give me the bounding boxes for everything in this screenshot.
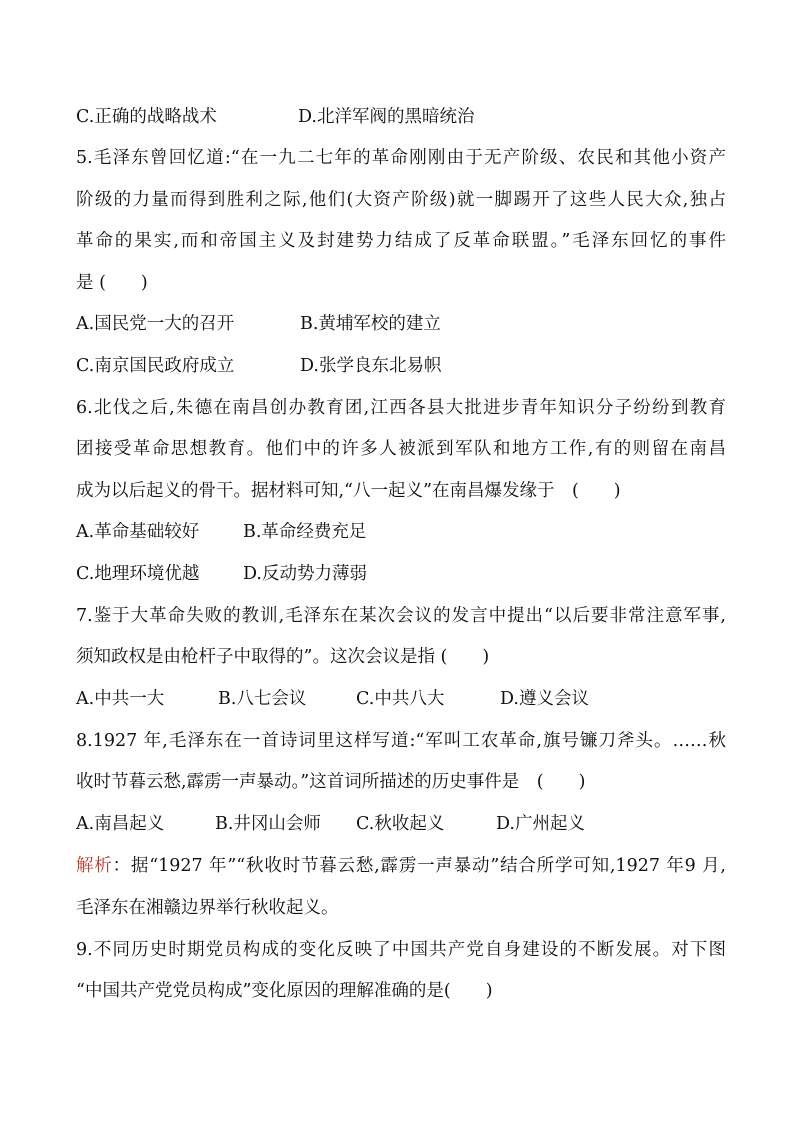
q7-option-a: A.中共一大 xyxy=(76,689,165,709)
q8-stem-line-1: 8.1927 年,毛泽东在一首诗词里这样写道:“军叫工农革命,旗号镰刀斧头。……秋 xyxy=(76,731,726,751)
q7-option-b: B.八七会议 xyxy=(218,689,307,709)
q8-analysis-line-2: 毛泽东在湘赣边界举行秋收起义。 xyxy=(76,898,339,918)
q5-option-b: B.黄埔军校的建立 xyxy=(300,314,441,334)
q6-stem-line-2: 团接受革命思想教育。他们中的许多人被派到军队和地方工作,有的则留在南昌 xyxy=(76,439,726,459)
q7-stem-line-2: 须知政权是由枪杆子中取得的”。这次会议是指 ( ) xyxy=(76,647,490,667)
q6-option-c: C.地理环境优越 xyxy=(76,564,200,584)
q5-option-a: A.国民党一大的召开 xyxy=(76,314,235,334)
q8-option-b: B.井冈山会师 xyxy=(215,814,321,834)
q5-stem-line-1: 5.毛泽东曾回忆道:“在一九二七年的革命刚刚由于无产阶级、农民和其他小资产 xyxy=(76,148,726,168)
q6-stem-line-3: 成为以后起义的骨干。据材料可知,“八一起义”在南昌爆发缘于 ( ) xyxy=(76,481,621,501)
q6-option-d: D.反动势力薄弱 xyxy=(243,564,367,584)
q5-option-d: D.张学良东北易帜 xyxy=(300,356,442,376)
q8-option-c: C.秋收起义 xyxy=(356,814,445,834)
q4-option-c: C.正确的战略战术 xyxy=(76,107,217,127)
q7-option-d: D.遵义会议 xyxy=(500,689,589,709)
q5-option-c: C.南京国民政府成立 xyxy=(76,356,235,376)
q4-option-d: D.北洋军阀的黑暗统治 xyxy=(298,107,475,127)
q8-analysis-line-1 xyxy=(76,854,726,878)
q5-stem-line-3: 革命的果实,而和帝国主义及封建势力结成了反革命联盟。”毛泽东回忆的事件 xyxy=(76,231,726,251)
q5-stem-line-4: 是 ( ) xyxy=(76,273,148,293)
q8-option-d: D.广州起义 xyxy=(496,814,585,834)
q8-stem-line-2: 收时节暮云愁,霹雳一声暴动。”这首词所描述的历史事件是 ( ) xyxy=(76,772,586,792)
q9-stem-line-2: “中国共产党党员构成”变化原因的理解准确的是( ) xyxy=(76,981,493,1001)
q7-stem-line-1: 7.鉴于大革命失败的教训,毛泽东在某次会议的发言中提出“以后要非常注意军事, xyxy=(76,606,726,626)
q9-stem-line-1: 9.不同历史时期党员构成的变化反映了中国共产党自身建设的不断发展。对下图 xyxy=(76,940,726,960)
q6-stem-line-1: 6.北伐之后,朱德在南昌创办教育团,江西各县大批进步青年知识分子纷纷到教育 xyxy=(76,398,726,418)
q5-stem-line-2: 阶级的力量而得到胜利之际,他们(大资产阶级)就一脚踢开了这些人民大众,独占 xyxy=(76,190,726,210)
q6-option-a: A.革命基础较好 xyxy=(76,522,200,542)
q7-option-c: C.中共八大 xyxy=(356,689,445,709)
q8-analysis-text-1: ：据“1927 年”“秋收时节暮云愁,霹雳一声暴动”结合所学可知,1927 年9 月, xyxy=(112,856,726,876)
q8-option-a: A.南昌起义 xyxy=(76,814,165,834)
q6-option-b: B.革命经费充足 xyxy=(243,522,367,542)
analysis-label: 解析 xyxy=(76,856,113,876)
